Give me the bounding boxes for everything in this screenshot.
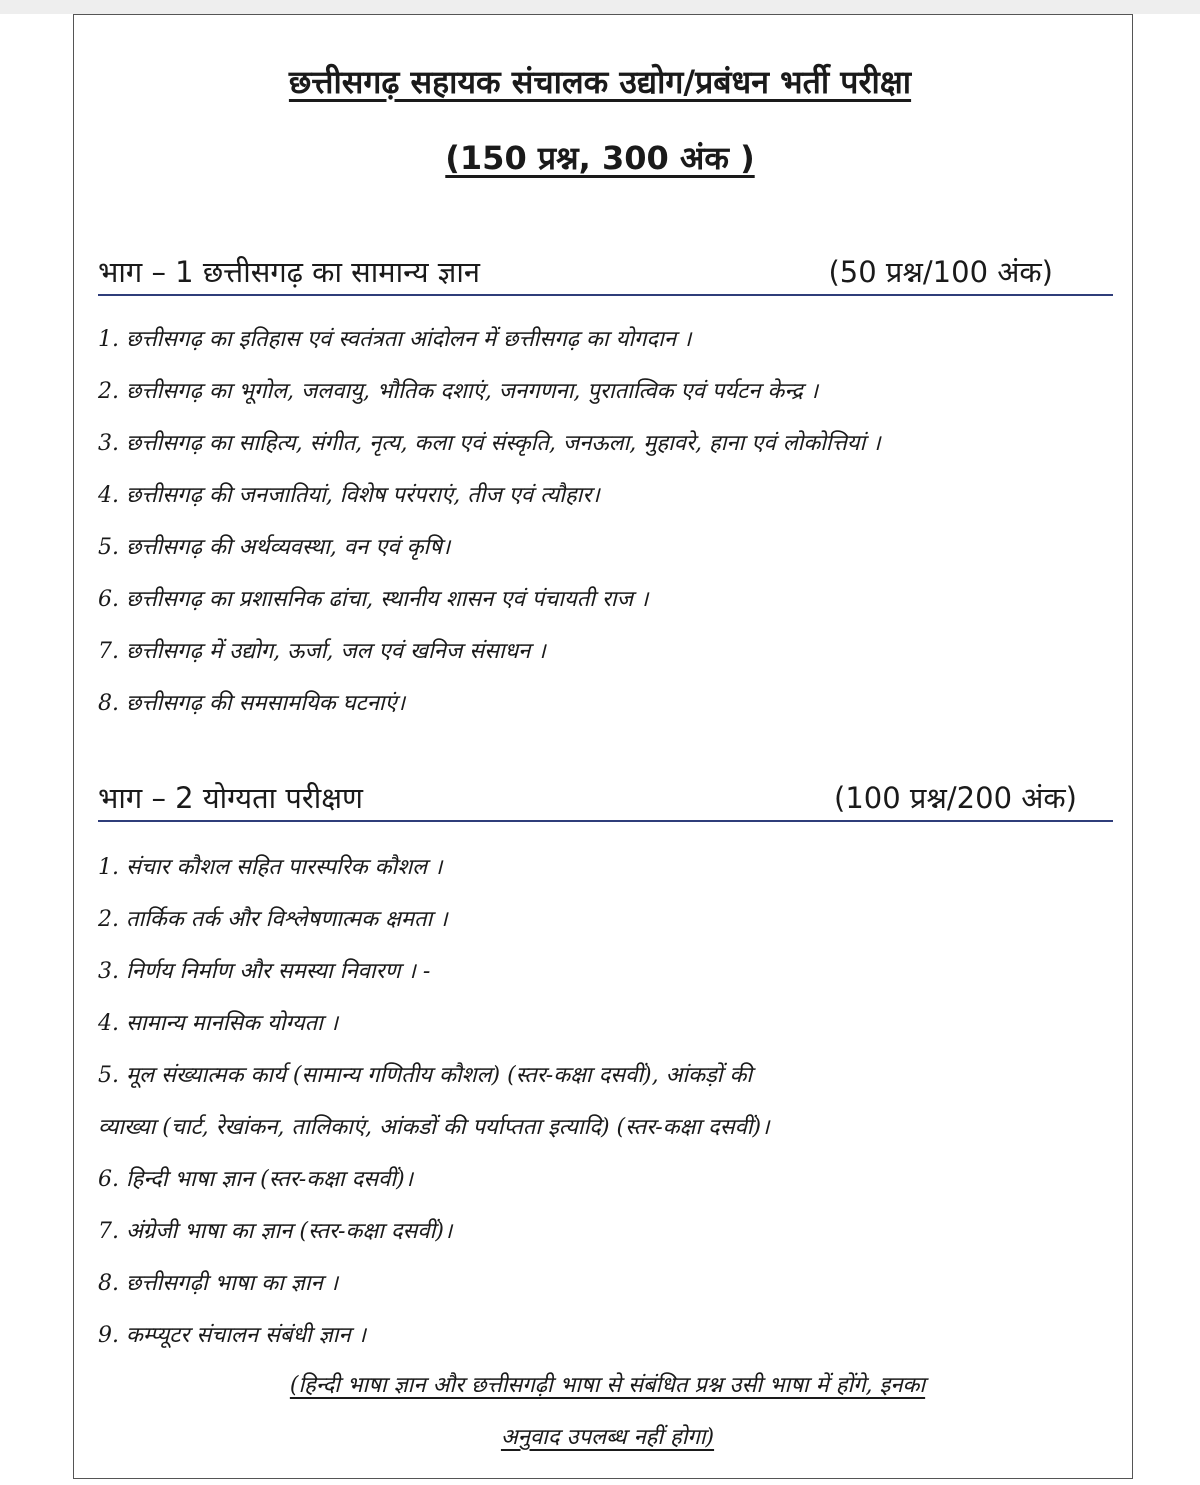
part-2-title: भाग – 2 योग्यता परीक्षण bbox=[98, 781, 363, 815]
footnote-text-1: (हिन्दी भाषा ज्ञान और छत्तीसगढ़ी भाषा से संबंधित प्रश्न उसी भाषा में होंगे, इनका bbox=[289, 1373, 926, 1398]
part-2-item: 5. मूल संख्यात्मक कार्य (सामान्य गणितीय कौशल) (स्तर-कक्षा दसवीं), आंकड़ों की bbox=[98, 1063, 753, 1088]
page-title bbox=[0, 60, 1200, 103]
part-1-item: 3. छत्तीसगढ़ का साहित्य, संगीत, नृत्य, कला एवं संस्कृति, जनऊला, मुहावरे, हाना एवं लोकोत्तियां । bbox=[98, 431, 881, 456]
part-1-item: 8. छत्तीसगढ़ की समसामयिक घटनाएं। bbox=[98, 691, 406, 716]
part-1-item: 5. छत्तीसगढ़ की अर्थव्यवस्था, वन एवं कृषि। bbox=[98, 535, 451, 560]
part-1-marks: (50 प्रश्न/100 अंक) bbox=[828, 255, 1053, 289]
part-2-item: 8. छत्तीसगढ़ी भाषा का ज्ञान । bbox=[98, 1271, 339, 1296]
part-1-heading bbox=[98, 250, 1113, 296]
footnote-text-2: अनुवाद उपलब्ध नहीं होगा) bbox=[500, 1425, 715, 1450]
part-1-title: भाग – 1 छत्तीसगढ़ का सामान्य ज्ञान bbox=[98, 255, 480, 289]
top-margin bbox=[0, 0, 1200, 14]
part-1-item: 1. छत्तीसगढ़ का इतिहास एवं स्वतंत्रता आंदोलन में छत्तीसगढ़ का योगदान । bbox=[98, 327, 692, 352]
part-2-item: 6. हिन्दी भाषा ज्ञान (स्तर-कक्षा दसवीं)। bbox=[98, 1167, 413, 1192]
part-2-heading bbox=[98, 776, 1113, 822]
part-2-item-continuation: व्याख्या (चार्ट, रेखांकन, तालिकाएं, आंकडों की पर्याप्तता इत्यादि) (स्तर-कक्षा दसवीं)। bbox=[98, 1115, 770, 1140]
part-2-item: 3. निर्णय निर्माण और समस्या निवारण । - bbox=[98, 959, 431, 984]
title-line-2: (150 प्रश्न, 300 अंक ) bbox=[445, 139, 755, 177]
part-2-item: 9. कम्प्यूटर संचालन संबंधी ज्ञान । bbox=[98, 1323, 367, 1348]
footnote-line-2 bbox=[0, 1421, 1200, 1451]
footnote-line-1 bbox=[0, 1369, 1200, 1399]
part-1-item: 7. छत्तीसगढ़ में उद्योग, ऊर्जा, जल एवं खनिज संसाधन । bbox=[98, 639, 546, 664]
part-2-item: 7. अंग्रेजी भाषा का ज्ञान (स्तर-कक्षा दसवीं)। bbox=[98, 1219, 453, 1244]
part-2-marks: (100 प्रश्न/200 अंक) bbox=[834, 781, 1077, 815]
page-border bbox=[73, 14, 1133, 1479]
part-2-item: 2. तार्किक तर्क और विश्लेषणात्मक क्षमता । bbox=[98, 907, 448, 932]
part-2-item: 1. संचार कौशल सहित पारस्परिक कौशल । bbox=[98, 855, 443, 880]
page-subtitle bbox=[0, 136, 1200, 179]
part-1-item: 6. छत्तीसगढ़ का प्रशासनिक ढांचा, स्थानीय शासन एवं पंचायती राज । bbox=[98, 587, 649, 612]
part-1-item: 2. छत्तीसगढ़ का भूगोल, जलवायु, भौतिक दशाएं, जनगणना, पुरातात्विक एवं पर्यटन केन्द्र । bbox=[98, 379, 819, 404]
part-2-item: 4. सामान्य मानसिक योग्यता । bbox=[98, 1011, 339, 1036]
title-line-1: छत्तीसगढ़ सहायक संचालक उद्योग/प्रबंधन भर्ती परीक्षा bbox=[288, 63, 912, 101]
part-1-item: 4. छत्तीसगढ़ की जनजातियां, विशेष परंपराएं, तीज एवं त्यौहार। bbox=[98, 483, 600, 508]
